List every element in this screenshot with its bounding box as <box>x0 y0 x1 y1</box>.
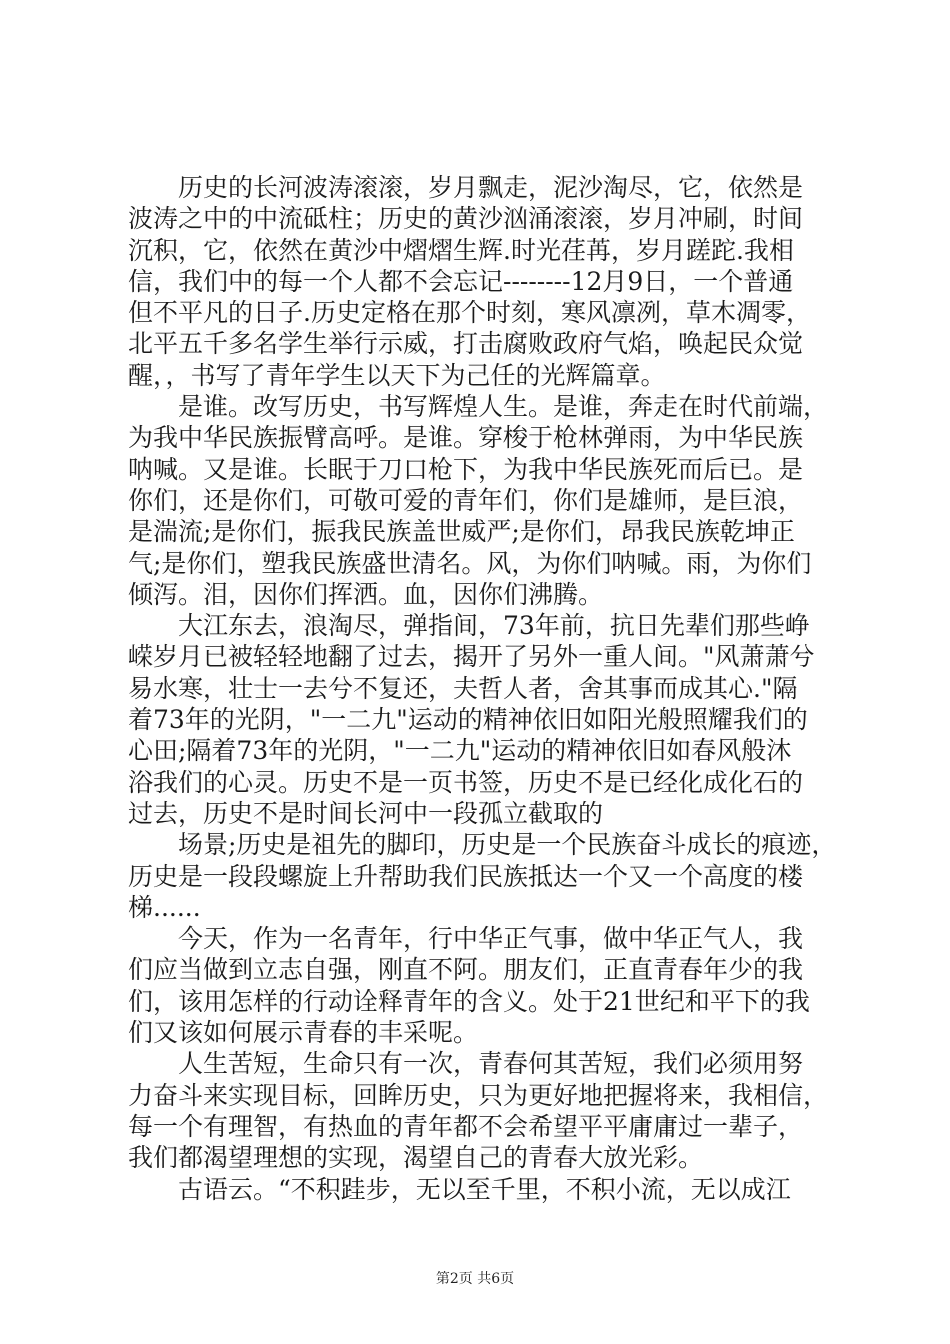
text-line: 们应当做到立志自强，刚直不阿。朋友们，正直青春年少的我 <box>128 955 804 985</box>
text-line: 呐喊。又是谁。长眠于刀口枪下，为我中华民族死而后已。是 <box>128 454 804 484</box>
text-line: 易水寒，壮士一去兮不复还，夫哲人者，舍其事而成其心."隔 <box>128 673 798 703</box>
text-line: 们又该如何展示青春的丰采呢。 <box>128 1018 479 1048</box>
text-line: 波涛之中的中流砥柱；历史的黄沙汹涌滚滚，岁月冲刷，时间 <box>128 204 804 234</box>
text-line: 你们，还是你们，可敬可爱的青年们，你们是雄师，是巨浪， <box>128 485 804 515</box>
text-line: 人生苦短，生命只有一次，青春何其苦短，我们必须用努 <box>178 1049 804 1079</box>
page-number-label: 第2页 共6页 <box>435 1271 515 1287</box>
text-line: 梯...... <box>128 892 201 922</box>
text-line: 浴我们的心灵。历史不是一页书签，历史不是已经化成化石的 <box>128 767 804 797</box>
text-line: 历史是一段段螺旋上升帮助我们民族抵达一个又一个高度的楼 <box>128 861 804 891</box>
page-footer <box>0 1268 950 1288</box>
text-line: 但不平凡的日子.历史定格在那个时刻，寒风凛冽，草木凋零， <box>128 298 811 328</box>
text-line: 古语云。“不积跬步，无以至千里，不积小流，无以成江 <box>178 1174 791 1204</box>
text-line: 场景;历史是祖先的脚印，历史是一个民族奋斗成长的痕迹， <box>178 830 837 860</box>
document-body <box>128 172 838 1205</box>
text-line: 气;是你们，塑我民族盛世清名。风，为你们呐喊。雨，为你们 <box>128 548 812 578</box>
text-line: 们，该用怎样的行动诠释青年的含义。处于21世纪和平下的我 <box>128 986 810 1016</box>
text-line: 大江东去，浪淘尽，弹指间，73年前，抗日先辈们那些峥 <box>178 611 810 641</box>
text-line: 是湍流;是你们，振我民族盖世威严;是你们，昂我民族乾坤正 <box>128 517 795 547</box>
text-line: 过去，历史不是时间长河中一段孤立截取的 <box>128 798 604 828</box>
text-line: 醒，，书写了青年学生以天下为己任的光辉篇章。 <box>128 360 666 390</box>
text-line: 北平五千多名学生举行示威，打击腐败政府气焰，唤起民众觉 <box>128 329 804 359</box>
text-line: 心田;隔着73年的光阴，"一二九"运动的精神依旧如春风般沐 <box>128 736 792 766</box>
text-line: 我们都渴望理想的实现，渴望自己的青春大放光彩。 <box>128 1143 704 1173</box>
text-line: 是谁。改写历史，书写辉煌人生。是谁，奔走在时代前端， <box>178 392 829 422</box>
text-line: 历史的长河波涛滚滚，岁月飘走，泥沙淘尽，它，依然是 <box>178 173 804 202</box>
text-line: 今天，作为一名青年，行中华正气事，做中华正气人，我 <box>178 924 804 954</box>
text-line: 每一个有理智，有热血的青年都不会希望平平庸庸过一辈子， <box>128 1111 804 1141</box>
text-line: 力奋斗来实现目标，回眸历史，只为更好地把握将来，我相信， <box>128 1080 829 1110</box>
text-line: 沉积，它，依然在黄沙中熠熠生辉.时光荏苒，岁月蹉跎.我相 <box>128 235 794 265</box>
text-line: 为我中华民族振臂高呼。是谁。穿梭于枪林弹雨，为中华民族 <box>128 423 804 453</box>
text-line: 嵘岁月已被轻轻地翻了过去，揭开了另外一重人间。"风萧萧兮 <box>128 642 815 672</box>
text-line: 着73年的光阴，"一二九"运动的精神依旧如阳光般照耀我们的 <box>128 705 808 735</box>
text-line: 倾泻。泪，因你们挥洒。血，因你们沸腾。 <box>128 579 604 609</box>
text-line: 信，我们中的每一个人都不会忘记--------12月9日，一个普通 <box>128 266 794 296</box>
